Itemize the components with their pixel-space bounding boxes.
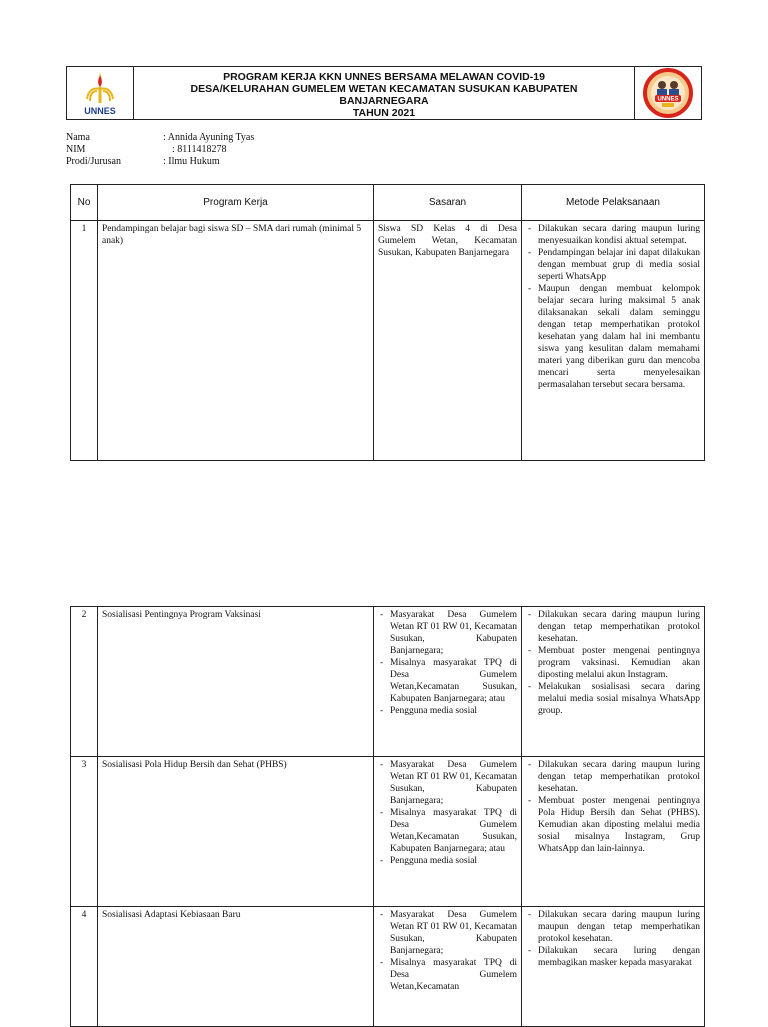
metode-item: - Dilakukan secara daring maupun luring menyesuaikan kondisi aktual setempat. [526, 223, 700, 247]
sasaran-item: - Masyarakat Desa Gumelem Wetan RT 01 RW 01, Kecamatan Susukan, Kabupaten Banjarnegara; [378, 759, 517, 807]
metode-item: - Dilakukan secara daring maupun luring maupun dengan tetap memperhatikan protokol kesehatan. [526, 909, 700, 945]
metode-item: - Membuat poster mengenai pentingnya program vaksinasi. Kemudian akan diposting melalui akun Instagram. [526, 645, 700, 681]
col-header-metode: Metode Pelaksanaan [522, 185, 705, 221]
identity-label: NIM [66, 144, 86, 155]
kkn-badge-logo [634, 67, 701, 119]
metode-cell [522, 757, 705, 907]
table-row [71, 607, 705, 757]
col-header-program: Program Kerja [98, 185, 374, 221]
unnes-emblem-icon [67, 67, 133, 119]
identity-row-nama [66, 132, 254, 144]
program-table [70, 184, 705, 461]
kkn-badge-icon [635, 67, 701, 119]
sasaran-cell [374, 907, 522, 1027]
metode-item: - Dilakukan secara daring maupun luring dengan tetap memperhatikan protokol kesehatan. [526, 759, 700, 795]
header-title-line: BANJARNEGARA [339, 95, 429, 107]
unnes-logo [67, 67, 134, 119]
sasaran-item: - Pengguna media sosial [378, 855, 517, 867]
sasaran-item: - Misalnya masyarakat TPQ di Desa Gumelem Wetan,Kecamatan [378, 957, 517, 993]
metode-item: - Pendampingan belajar ini dapat dilakukan dengan membuat grup di media sosial seperti WhatsApp [526, 247, 700, 283]
col-header-sasaran: Sasaran [374, 185, 522, 221]
header-title-line: DESA/KELURAHAN GUMELEM WETAN KECAMATAN SUSUKAN KABUPATEN [190, 83, 578, 95]
sasaran-item: - Masyarakat Desa Gumelem Wetan RT 01 RW 01, Kecamatan Susukan, Kabupaten Banjarnegara; [378, 909, 517, 957]
metode-item: - Dilakukan secara luring dengan membagikan masker kepada masyarakat [526, 945, 700, 969]
identity-label: Prodi/Jurusan [66, 156, 121, 167]
metode-cell [522, 607, 705, 757]
svg-text:UNNES: UNNES [84, 106, 116, 116]
col-header-no: No [71, 185, 98, 221]
metode-cell [522, 907, 705, 1027]
program-cell: Sosialisasi Adaptasi Kebiasaan Baru [98, 907, 374, 1027]
program-table-continued [70, 606, 705, 1027]
sasaran-cell [374, 607, 522, 757]
program-cell: Sosialisasi Pentingnya Program Vaksinasi [98, 607, 374, 757]
program-cell: Pendampingan belajar bagi siswa SD – SMA dari rumah (minimal 5 anak) [98, 221, 374, 461]
sasaran-cell: Siswa SD Kelas 4 di Desa Gumelem Wetan, Kecamatan Susukan, Kabupaten Banjarnegara [374, 221, 522, 461]
header-title-line: TAHUN 2021 [352, 107, 416, 119]
row-number: 2 [71, 607, 98, 757]
svg-text:UNNES: UNNES [657, 96, 679, 103]
table-row [71, 221, 705, 461]
metode-item: - Dilakukan secara daring maupun luring dengan tetap memperhatikan protokol kesehatan. [526, 609, 700, 645]
row-number: 4 [71, 907, 98, 1027]
row-number: 3 [71, 757, 98, 907]
header-title-line: PROGRAM KERJA KKN UNNES BERSAMA MELAWAN COVID-19 [223, 71, 545, 83]
identity-row-nim [66, 144, 254, 156]
sasaran-item: - Pengguna media sosial [378, 705, 517, 717]
sasaran-item: - Misalnya masyarakat TPQ di Desa Gumelem Wetan,Kecamatan Susukan, Kabupaten Banjarnegara; atau [378, 657, 517, 705]
sasaran-item: - Misalnya masyarakat TPQ di Desa Gumelem Wetan,Kecamatan Susukan, Kabupaten Banjarnegara; atau [378, 807, 517, 855]
identity-row-prodi [66, 156, 254, 168]
table-row [71, 757, 705, 907]
identity-value: : Annida Ayuning Tyas [163, 132, 255, 143]
document-header [66, 66, 702, 120]
identity-value: : Ilmu Hukum [163, 156, 220, 167]
row-number: 1 [71, 221, 98, 461]
metode-item: - Melakukan sosialisasi secara daring melalui media sosial misalnya WhatsApp group. [526, 681, 700, 717]
sasaran-cell [374, 757, 522, 907]
header-title [133, 71, 635, 119]
metode-item: - Membuat poster mengenai pentingnya Pola Hidup Bersih dan Sehat (PHBS). Kemudian akan diposting melalui media sosial misalnya Instagram, Grup WhatsApp dan lain-lainnya. [526, 795, 700, 855]
identity-label: Nama [66, 132, 90, 143]
program-cell: Sosialisasi Pola Hidup Bersih dan Sehat (PHBS) [98, 757, 374, 907]
student-identity [66, 132, 254, 168]
table-header-row [71, 185, 705, 221]
table-row [71, 907, 705, 1027]
metode-item: - Maupun dengan membuat kelompok belajar secara luring maksimal 5 anak dilaksanakan sekali dalam seminggu dengan tetap memperhatikan protokol kesehatan yang dalam hal ini membantu siswa yang kesulitan dalam memahami materi yang diberikan guru dan mencoba mencari serta menyelesaikan permasalahan tersebut secara bersama. [526, 283, 700, 391]
identity-value: : 8111418278 [172, 144, 227, 155]
metode-cell [522, 221, 705, 461]
sasaran-item: - Masyarakat Desa Gumelem Wetan RT 01 RW 01, Kecamatan Susukan, Kabupaten Banjarnegara; [378, 609, 517, 657]
